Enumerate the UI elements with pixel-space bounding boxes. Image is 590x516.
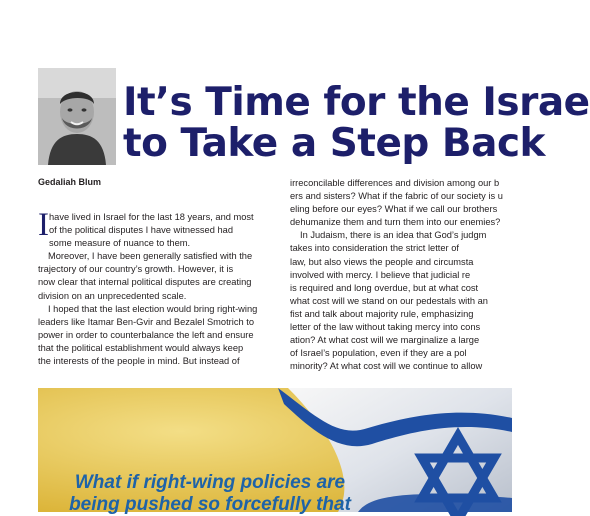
- pull-quote: What if right-wing policies are being pushed so forcefully that: [69, 472, 351, 515]
- text-line: dehumanize them and turn them into our enemies?: [290, 217, 501, 228]
- text-line: involved with mercy. I believe that judicial re: [290, 269, 471, 280]
- text-line: have lived in Israel for the last 18 years, and most: [49, 212, 254, 222]
- text-line: leaders like Itamar Ben-Gvir and Bezalel Smotrich to: [38, 316, 254, 327]
- body-column-right: [290, 177, 530, 373]
- text-line: division on an unprecedented scale.: [38, 290, 187, 301]
- text-line: some measure of nuance to them.: [49, 238, 191, 249]
- text-line: of Israel’s population, even if they are a pol: [290, 348, 467, 359]
- text-line: of the political disputes I have witnessed had: [49, 225, 233, 236]
- paragraph: [290, 229, 530, 373]
- text-line: the interests of the people in mind. But instead of: [38, 356, 240, 367]
- text-line: minority? At what cost will we continue to allow: [290, 361, 483, 372]
- text-line: In Judaism, there is an idea that God’s judgm: [300, 230, 487, 241]
- text-line: law, but also views the people and circumsta: [290, 256, 474, 267]
- headline-line-2: to Take a Step Back: [123, 121, 545, 166]
- author-photo: [38, 68, 116, 165]
- paragraph: [290, 177, 530, 229]
- byline: Gedaliah Blum: [38, 177, 102, 187]
- first-paragraph: [38, 207, 279, 250]
- flag-banner-image: [38, 388, 512, 515]
- text-line: ers and sisters? What if the fabric of our society is u: [290, 191, 503, 202]
- text-line: ation? At what cost will we marginalize a large: [290, 335, 480, 346]
- paragraph: [38, 303, 279, 368]
- text-line: I hoped that the last election would bring right-wing: [48, 303, 258, 314]
- text-line: is required and long overdue, but at what cost: [290, 282, 479, 293]
- text-line: letter of the law without taking mercy into cons: [290, 322, 481, 333]
- paragraph: [49, 211, 279, 250]
- text-line: Moreover, I have been generally satisfied with the: [48, 251, 253, 262]
- text-line: power in order to counterbalance the left and ensure: [38, 329, 254, 340]
- text-line: fist and talk about majority rule, emphasizing: [290, 308, 474, 319]
- text-line: takes into consideration the strict letter of: [290, 243, 459, 254]
- body-column-left: [38, 207, 279, 368]
- text-line: irreconcilable differences and division among our b: [290, 178, 500, 188]
- text-line: that the political establishment would always keep: [38, 342, 244, 353]
- text-line: now clear that internal political disputes are creating: [38, 277, 252, 288]
- drop-cap: I: [38, 207, 49, 243]
- author-portrait-icon: [38, 68, 116, 165]
- text-line: what cost will we stand on our pedestals with an: [290, 295, 488, 306]
- article-headline: [123, 80, 590, 166]
- text-line: trajectory of our country’s growth. However, it is: [38, 264, 234, 275]
- headline-line-1: It’s Time for the Israe: [123, 80, 590, 125]
- paragraph: [38, 250, 279, 302]
- text-line: eling before our eyes? What if we call our brothers: [290, 204, 498, 215]
